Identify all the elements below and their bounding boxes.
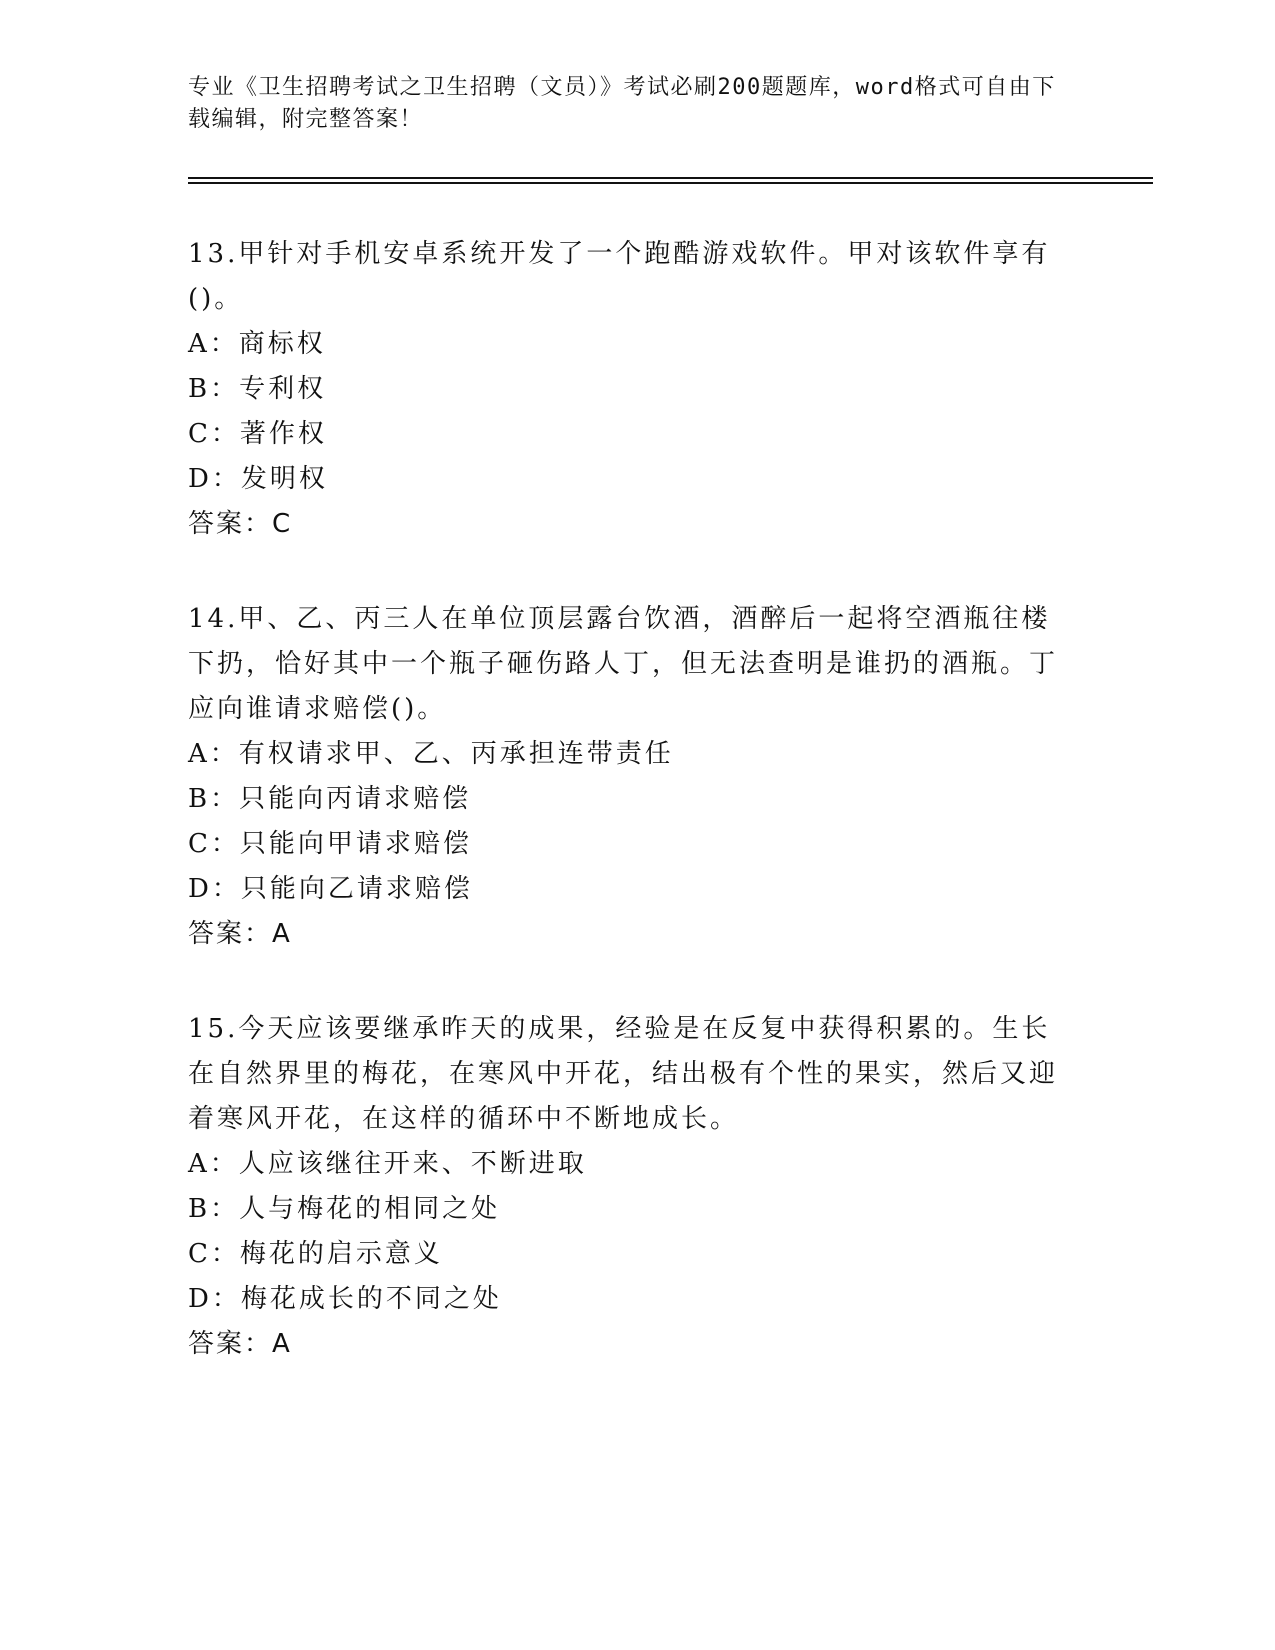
option-a: A：人应该继往开来、不断进取 (188, 1149, 587, 1179)
option-a: A：有权请求甲、乙、丙承担连带责任 (188, 739, 674, 769)
answer-line: 答案：A (188, 919, 292, 949)
option-d: D：梅花成长的不同之处 (188, 1284, 502, 1314)
option-b: B：专利权 (188, 374, 327, 404)
question-15 (188, 1007, 1068, 1367)
answer-line: 答案：C (188, 509, 293, 539)
header-divider-top (188, 177, 1153, 179)
option-b: B：人与梅花的相同之处 (188, 1194, 501, 1224)
answer-line: 答案：A (188, 1329, 292, 1359)
question-stem: 15.今天应该要继承昨天的成果，经验是在反复中获得积累的。生长在自然界里的梅花，在寒风中开花，结出极有个性的果实，然后又迎着寒风开花，在这样的循环中不断地成长。 (188, 1014, 1059, 1134)
option-c: C：梅花的启示意义 (188, 1239, 443, 1269)
header-divider-bottom (188, 182, 1153, 184)
question-14 (188, 597, 1068, 957)
option-b: B：只能向丙请求赔偿 (188, 784, 472, 814)
option-c: C：著作权 (188, 419, 327, 449)
question-stem: 14.甲、乙、丙三人在单位顶层露台饮酒，酒醉后一起将空酒瓶往楼下扔，恰好其中一个瓶子砸伤路人丁，但无法查明是谁扔的酒瓶。丁应向谁请求赔偿()。 (188, 604, 1059, 724)
document-header: 专业《卫生招聘考试之卫生招聘（文员）》考试必刷200题题库，word格式可自由下载编辑，附完整答案！ (188, 75, 1056, 132)
option-a: A：商标权 (188, 329, 326, 359)
option-d: D：发明权 (188, 464, 328, 494)
option-d: D：只能向乙请求赔偿 (188, 874, 473, 904)
question-13 (188, 232, 1068, 547)
option-c: C：只能向甲请求赔偿 (188, 829, 472, 859)
question-stem: 13.甲针对手机安卓系统开发了一个跑酷游戏软件。甲对该软件享有()。 (188, 239, 1051, 314)
